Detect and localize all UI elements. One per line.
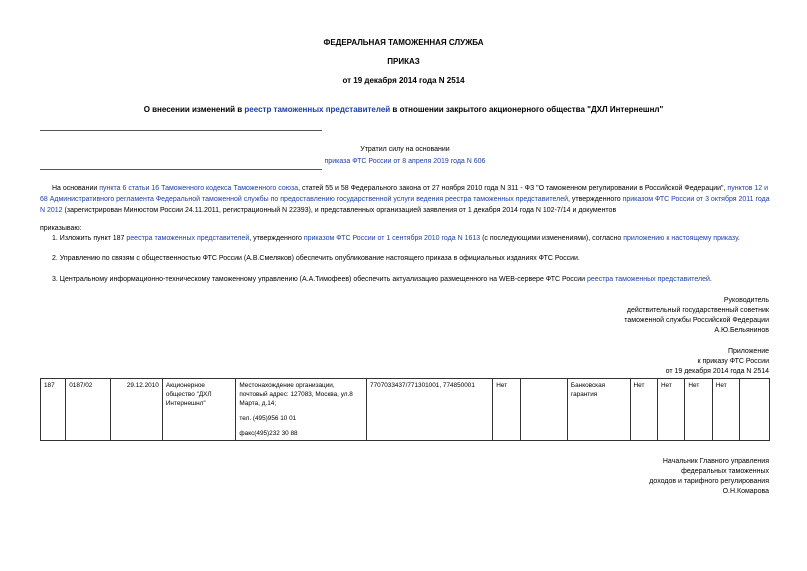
phone-line: тел. (495)956 10 01: [239, 415, 297, 422]
cell-guarantee: Банковская гарантия: [567, 379, 630, 441]
signature-rank-2: таможенной службы Российской Федерации: [624, 317, 769, 324]
cell-flag-4: Нет: [685, 379, 712, 441]
table-row: [41, 379, 770, 441]
order-2012-link[interactable]: приказом ФТС России от 3 октября 2011 года N 2012: [40, 196, 770, 214]
cell-flag-3: Нет: [657, 379, 684, 441]
preamble-text-4: (зарегистрирован Минюстом России 24.11.2011, регистрационный N 22393), и представленных организацией заявления от 1 декабря 2014 года N 102-7/14 и документов: [62, 207, 617, 214]
item1-text-1: 1. Изложить пункт 187: [52, 235, 127, 242]
footer-position-3: доходов и тарифного регулирования: [649, 478, 769, 485]
item1-registry-link[interactable]: реестра таможенных представителей: [126, 235, 250, 242]
title-part1: О внесении изменений в: [143, 105, 245, 114]
order-item-2: 2. Управлению по связям с общественностью ФТС России (А.В.Смеляков) обеспечить опубликование настоящего приказа в официальных изданиях ФТС России.: [52, 255, 580, 262]
address-line: Местонахождение организации, почтовый адрес: 127083, Москва, ул.8 Марта, д.14;: [239, 382, 353, 407]
cell-org-name: Акционерное общество "ДХЛ Интернешнл": [162, 379, 236, 441]
footer-name: О.Н.Комарова: [722, 488, 769, 495]
admin-regulation-link[interactable]: пунктов 12 и 68 Административного регламента Федеральной таможенной службы по предоставлению государственной услуги ведения реестра таможенных представителей: [40, 185, 769, 203]
cell-number: 187: [41, 379, 66, 441]
appendix-table: [40, 378, 770, 441]
appendix-title: Приложение: [727, 348, 769, 355]
footer-position: Начальник Главного управления: [662, 458, 769, 465]
cell-address: [236, 379, 367, 441]
item1-text-3: (с последующими изменениями), согласно: [480, 235, 624, 242]
footer-signature: [649, 457, 769, 497]
signature-name: А.Ю.Бельянинов: [714, 327, 769, 334]
preamble-text-2: , статей 55 и 58 Федерального закона от 27 ноября 2010 года N 311 - ФЗ "О таможенном регулировании в Российской Федерации",: [298, 185, 728, 192]
order-1613-link[interactable]: приказом ФТС России от 1 сентября 2010 года N 1613: [303, 235, 481, 242]
cell-flag-1: Нет: [493, 379, 520, 441]
item3-text-2: .: [709, 276, 712, 283]
title-registry-link[interactable]: реестр таможенных представителей: [244, 105, 391, 114]
signature-rank: действительный государственный советник: [626, 307, 769, 314]
cell-empty-1: [520, 379, 567, 441]
appendix-date: от 19 декабря 2014 года N 2514: [665, 368, 769, 375]
customs-code-link[interactable]: пункта 6 статьи 16 Таможенного кодекса Таможенного союза: [99, 185, 299, 192]
status-repeal-link[interactable]: приказа ФТС России от 8 апреля 2019 года N 606: [324, 158, 486, 165]
doc-type: ПРИКАЗ: [387, 57, 420, 66]
item1-text-2: , утвержденного: [249, 235, 304, 242]
footer-position-2: федеральных таможенных: [681, 468, 769, 475]
divider-top: [40, 130, 322, 131]
item3-text-1: 3. Центральному информационно-техническому таможенному управлению (А.А.Тимофеев) обеспечить актуализацию размещенного на WEB-сервере ФТС России: [52, 276, 588, 283]
divider-bottom: [40, 169, 322, 170]
appendix-header: [666, 347, 769, 377]
fax-line: факс(495)232 30 88: [239, 430, 298, 437]
item3-registry-link[interactable]: реестра таможенных представителей: [587, 276, 710, 283]
preamble-text-1: На основании: [52, 185, 100, 192]
item1-text-4: .: [737, 235, 740, 242]
preamble: [40, 183, 770, 216]
appendix-link[interactable]: приложению к настоящему приказу: [623, 235, 738, 242]
order-word: приказываю:: [40, 225, 82, 232]
cell-flag-5: Нет: [712, 379, 739, 441]
cell-inn-kpp: 7707033437/771301001, 774850001: [367, 379, 493, 441]
appendix-ref: к приказу ФТС России: [697, 358, 769, 365]
order-item-1: [52, 233, 770, 244]
cell-flag-2: Нет: [630, 379, 657, 441]
status-note: [322, 144, 488, 168]
cell-reg-number: 0187/02: [66, 379, 111, 441]
preamble-text-3: , утвержденного: [568, 196, 623, 203]
cell-empty-2: [740, 379, 770, 441]
status-line: Утратил силу на основании: [360, 146, 450, 153]
title-part2: в отношении закрытого акционерного общества "ДХЛ Интернешнл": [390, 105, 664, 114]
signature-position: Руководитель: [723, 297, 769, 304]
cell-date: 29.12.2010: [111, 379, 163, 441]
signature-block: [624, 296, 769, 336]
doc-date-number: от 19 декабря 2014 года N 2514: [342, 76, 465, 85]
order-item-3: [52, 274, 770, 285]
doc-title: [0, 105, 807, 114]
org-name: ФЕДЕРАЛЬНАЯ ТАМОЖЕННАЯ СЛУЖБА: [323, 38, 484, 47]
